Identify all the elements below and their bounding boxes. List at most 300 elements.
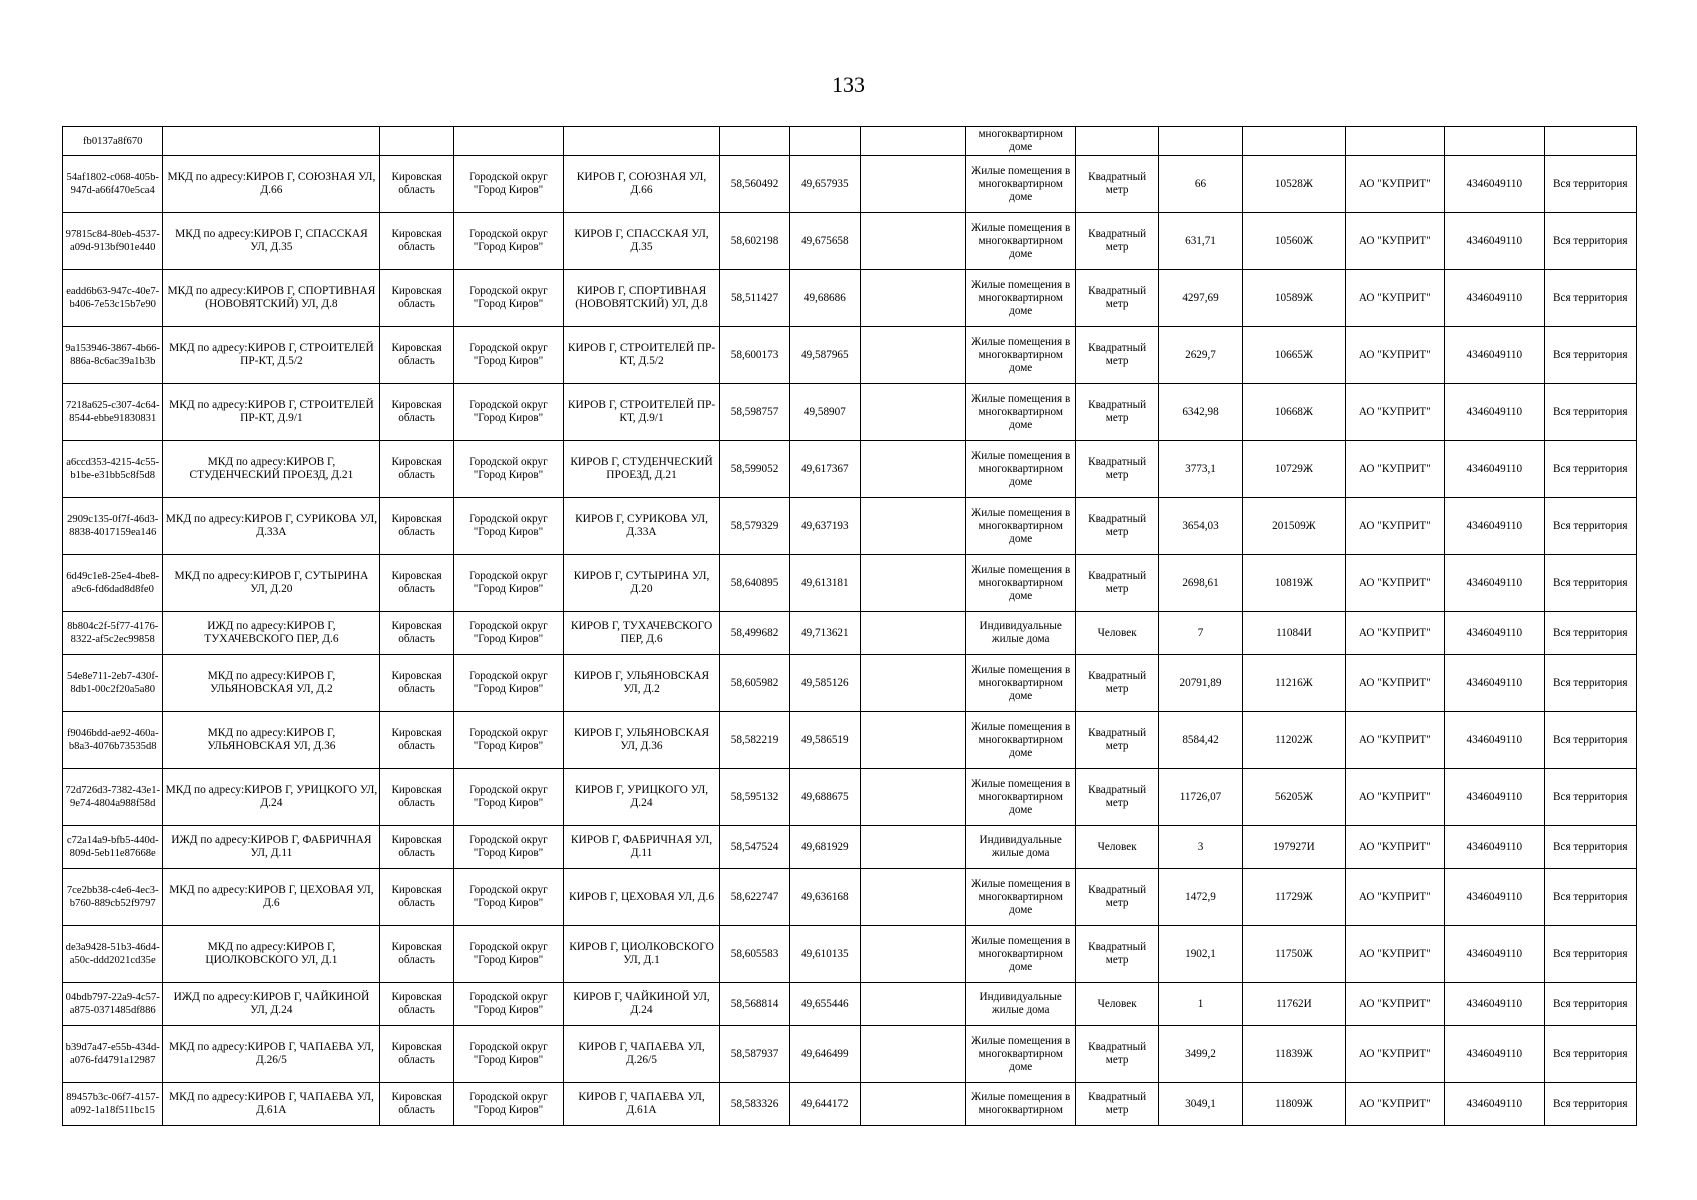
code-cell: 10819Ж xyxy=(1243,555,1345,612)
row-id-cell: 9a153946-3867-4b66-886a-8c6ac39a1b3b xyxy=(63,327,163,384)
value-cell: 3654,03 xyxy=(1158,498,1242,555)
operator-cell: АО "КУПРИТ" xyxy=(1345,983,1444,1026)
inn-cell: 4346049110 xyxy=(1445,826,1544,869)
region-cell xyxy=(380,127,453,156)
longitude-cell: 49,58907 xyxy=(790,384,860,441)
longitude-cell: 49,637193 xyxy=(790,498,860,555)
latitude-cell: 58,640895 xyxy=(719,555,789,612)
value-cell: 7 xyxy=(1158,612,1242,655)
region-cell: Кировская область xyxy=(380,213,453,270)
region-cell: Кировская область xyxy=(380,384,453,441)
value-cell: 20791,89 xyxy=(1158,655,1242,712)
table-row xyxy=(63,441,1637,498)
longitude-cell: 49,713621 xyxy=(790,612,860,655)
inn-cell: 4346049110 xyxy=(1445,926,1544,983)
page-number: 133 xyxy=(832,72,865,97)
address-cell: КИРОВ Г, ЧАЙКИНОЙ УЛ, Д.24 xyxy=(564,983,720,1026)
region-cell: Кировская область xyxy=(380,1083,453,1126)
value-cell: 11726,07 xyxy=(1158,769,1242,826)
territory-cell: Вся территория xyxy=(1544,156,1636,213)
unit-cell: Квадратный метр xyxy=(1076,1083,1158,1126)
operator-cell: АО "КУПРИТ" xyxy=(1345,869,1444,926)
territory-cell: Вся территория xyxy=(1544,612,1636,655)
code-cell: 10668Ж xyxy=(1243,384,1345,441)
territory-cell: Вся территория xyxy=(1544,384,1636,441)
row-id-cell: fb0137a8f670 xyxy=(63,127,163,156)
district-cell: Городской округ "Город Киров" xyxy=(453,498,563,555)
latitude-cell: 58,511427 xyxy=(719,270,789,327)
empty-cell-cell xyxy=(860,384,965,441)
category-cell: Индивидуальные жилые дома xyxy=(965,612,1075,655)
region-cell: Кировская область xyxy=(380,498,453,555)
empty-cell-cell xyxy=(860,869,965,926)
operator-cell: АО "КУПРИТ" xyxy=(1345,384,1444,441)
territory-cell: Вся территория xyxy=(1544,983,1636,1026)
table-body xyxy=(63,127,1637,1126)
value-cell: 3 xyxy=(1158,826,1242,869)
value-cell: 2629,7 xyxy=(1158,327,1242,384)
operator-cell xyxy=(1345,127,1444,156)
category-cell: Жилые помещения в многоквартирном доме xyxy=(965,156,1075,213)
category-cell: Жилые помещения в многоквартирном доме xyxy=(965,926,1075,983)
object-name-cell: МКД по адресу:КИРОВ Г, СОЮЗНАЯ УЛ, Д.66 xyxy=(163,156,380,213)
row-id-cell: 89457b3c-06f7-4157-a092-1a18f511bc15 xyxy=(63,1083,163,1126)
value-cell: 3499,2 xyxy=(1158,1026,1242,1083)
empty-cell-cell xyxy=(860,769,965,826)
territory-cell: Вся территория xyxy=(1544,926,1636,983)
unit-cell: Квадратный метр xyxy=(1076,270,1158,327)
latitude-cell: 58,582219 xyxy=(719,712,789,769)
category-cell: Жилые помещения в многоквартирном доме xyxy=(965,213,1075,270)
code-cell: 11750Ж xyxy=(1243,926,1345,983)
table-row xyxy=(63,869,1637,926)
address-cell: КИРОВ Г, СПОРТИВНАЯ (НОВОВЯТСКИЙ) УЛ, Д.8 xyxy=(564,270,720,327)
region-cell: Кировская область xyxy=(380,655,453,712)
category-cell: Жилые помещения в многоквартирном доме xyxy=(965,441,1075,498)
row-id-cell: a6ccd353-4215-4c55-b1be-e31bb5c8f5d8 xyxy=(63,441,163,498)
empty-cell-cell xyxy=(860,156,965,213)
address-cell: КИРОВ Г, СУТЫРИНА УЛ, Д.20 xyxy=(564,555,720,612)
latitude-cell: 58,600173 xyxy=(719,327,789,384)
longitude-cell: 49,655446 xyxy=(790,983,860,1026)
category-cell: Жилые помещения в многоквартирном доме xyxy=(965,384,1075,441)
operator-cell: АО "КУПРИТ" xyxy=(1345,612,1444,655)
latitude-cell xyxy=(719,127,789,156)
latitude-cell: 58,568814 xyxy=(719,983,789,1026)
region-cell: Кировская область xyxy=(380,983,453,1026)
unit-cell: Квадратный метр xyxy=(1076,555,1158,612)
object-name-cell: МКД по адресу:КИРОВ Г, СТРОИТЕЛЕЙ ПР-КТ, Д.9/1 xyxy=(163,384,380,441)
row-id-cell: b39d7a47-e55b-434d-a076-fd4791a12987 xyxy=(63,1026,163,1083)
code-cell: 10560Ж xyxy=(1243,213,1345,270)
latitude-cell: 58,583326 xyxy=(719,1083,789,1126)
object-name-cell: МКД по адресу:КИРОВ Г, ЦЕХОВАЯ УЛ, Д.6 xyxy=(163,869,380,926)
inn-cell: 4346049110 xyxy=(1445,555,1544,612)
object-name-cell: МКД по адресу:КИРОВ Г, УЛЬЯНОВСКАЯ УЛ, Д.2 xyxy=(163,655,380,712)
region-cell: Кировская область xyxy=(380,712,453,769)
value-cell: 3049,1 xyxy=(1158,1083,1242,1126)
category-cell: многоквартирном доме xyxy=(965,127,1075,156)
latitude-cell: 58,599052 xyxy=(719,441,789,498)
code-cell: 197927И xyxy=(1243,826,1345,869)
unit-cell: Квадратный метр xyxy=(1076,156,1158,213)
district-cell: Городской округ "Город Киров" xyxy=(453,327,563,384)
code-cell: 10528Ж xyxy=(1243,156,1345,213)
region-cell: Кировская область xyxy=(380,270,453,327)
latitude-cell: 58,605583 xyxy=(719,926,789,983)
district-cell: Городской округ "Город Киров" xyxy=(453,384,563,441)
table-row xyxy=(63,327,1637,384)
unit-cell: Квадратный метр xyxy=(1076,384,1158,441)
operator-cell: АО "КУПРИТ" xyxy=(1345,769,1444,826)
object-name-cell: МКД по адресу:КИРОВ Г, СУРИКОВА УЛ, Д.33А xyxy=(163,498,380,555)
address-cell: КИРОВ Г, СОЮЗНАЯ УЛ, Д.66 xyxy=(564,156,720,213)
value-cell: 631,71 xyxy=(1158,213,1242,270)
empty-cell-cell xyxy=(860,712,965,769)
latitude-cell: 58,547524 xyxy=(719,826,789,869)
unit-cell: Квадратный метр xyxy=(1076,712,1158,769)
latitude-cell: 58,499682 xyxy=(719,612,789,655)
category-cell: Жилые помещения в многоквартирном доме xyxy=(965,769,1075,826)
empty-cell-cell xyxy=(860,1026,965,1083)
unit-cell: Квадратный метр xyxy=(1076,769,1158,826)
code-cell: 11809Ж xyxy=(1243,1083,1345,1126)
operator-cell: АО "КУПРИТ" xyxy=(1345,1026,1444,1083)
longitude-cell: 49,681929 xyxy=(790,826,860,869)
longitude-cell: 49,610135 xyxy=(790,926,860,983)
longitude-cell: 49,675658 xyxy=(790,213,860,270)
longitude-cell: 49,587965 xyxy=(790,327,860,384)
object-name-cell: МКД по адресу:КИРОВ Г, СУТЫРИНА УЛ, Д.20 xyxy=(163,555,380,612)
registry-table xyxy=(62,126,1637,1126)
operator-cell: АО "КУПРИТ" xyxy=(1345,441,1444,498)
code-cell: 11839Ж xyxy=(1243,1026,1345,1083)
longitude-cell: 49,657935 xyxy=(790,156,860,213)
district-cell: Городской округ "Город Киров" xyxy=(453,655,563,712)
code-cell: 201509Ж xyxy=(1243,498,1345,555)
territory-cell: Вся территория xyxy=(1544,213,1636,270)
inn-cell: 4346049110 xyxy=(1445,655,1544,712)
inn-cell: 4346049110 xyxy=(1445,270,1544,327)
value-cell: 1902,1 xyxy=(1158,926,1242,983)
region-cell: Кировская область xyxy=(380,769,453,826)
unit-cell: Квадратный метр xyxy=(1076,869,1158,926)
latitude-cell: 58,579329 xyxy=(719,498,789,555)
territory-cell: Вся территория xyxy=(1544,441,1636,498)
row-id-cell: 54af1802-c068-405b-947d-a66f470e5ca4 xyxy=(63,156,163,213)
value-cell: 4297,69 xyxy=(1158,270,1242,327)
table-row xyxy=(63,384,1637,441)
operator-cell: АО "КУПРИТ" xyxy=(1345,156,1444,213)
category-cell: Жилые помещения в многоквартирном доме xyxy=(965,270,1075,327)
inn-cell: 4346049110 xyxy=(1445,498,1544,555)
category-cell: Жилые помещения в многоквартирном xyxy=(965,1083,1075,1126)
operator-cell: АО "КУПРИТ" xyxy=(1345,327,1444,384)
value-cell: 8584,42 xyxy=(1158,712,1242,769)
latitude-cell: 58,602198 xyxy=(719,213,789,270)
unit-cell: Человек xyxy=(1076,826,1158,869)
empty-cell-cell xyxy=(860,213,965,270)
address-cell: КИРОВ Г, УЛЬЯНОВСКАЯ УЛ, Д.36 xyxy=(564,712,720,769)
unit-cell: Квадратный метр xyxy=(1076,498,1158,555)
unit-cell: Квадратный метр xyxy=(1076,1026,1158,1083)
row-id-cell: de3a9428-51b3-46d4-a50c-ddd2021cd35e xyxy=(63,926,163,983)
territory-cell xyxy=(1544,127,1636,156)
empty-cell-cell xyxy=(860,498,965,555)
region-cell: Кировская область xyxy=(380,1026,453,1083)
longitude-cell: 49,613181 xyxy=(790,555,860,612)
district-cell: Городской округ "Город Киров" xyxy=(453,1026,563,1083)
territory-cell: Вся территория xyxy=(1544,327,1636,384)
territory-cell: Вся территория xyxy=(1544,712,1636,769)
district-cell: Городской округ "Город Киров" xyxy=(453,712,563,769)
empty-cell-cell xyxy=(860,655,965,712)
region-cell: Кировская область xyxy=(380,327,453,384)
category-cell: Жилые помещения в многоквартирном доме xyxy=(965,498,1075,555)
address-cell: КИРОВ Г, ЦЕХОВАЯ УЛ, Д.6 xyxy=(564,869,720,926)
table-row xyxy=(63,983,1637,1026)
row-id-cell: eadd6b63-947c-40e7-b406-7e53c15b7e90 xyxy=(63,270,163,327)
territory-cell: Вся территория xyxy=(1544,869,1636,926)
category-cell: Жилые помещения в многоквартирном доме xyxy=(965,655,1075,712)
district-cell: Городской округ "Город Киров" xyxy=(453,612,563,655)
district-cell: Городской округ "Город Киров" xyxy=(453,926,563,983)
object-name-cell: МКД по адресу:КИРОВ Г, СТРОИТЕЛЕЙ ПР-КТ, Д.5/2 xyxy=(163,327,380,384)
table-row xyxy=(63,712,1637,769)
code-cell: 10729Ж xyxy=(1243,441,1345,498)
unit-cell: Человек xyxy=(1076,983,1158,1026)
unit-cell: Человек xyxy=(1076,612,1158,655)
territory-cell: Вся территория xyxy=(1544,498,1636,555)
address-cell: КИРОВ Г, УРИЦКОГО УЛ, Д.24 xyxy=(564,769,720,826)
inn-cell: 4346049110 xyxy=(1445,1026,1544,1083)
object-name-cell: ИЖД по адресу:КИРОВ Г, ЧАЙКИНОЙ УЛ, Д.24 xyxy=(163,983,380,1026)
district-cell: Городской округ "Город Киров" xyxy=(453,983,563,1026)
district-cell: Городской округ "Город Киров" xyxy=(453,441,563,498)
empty-cell-cell xyxy=(860,983,965,1026)
row-id-cell: 2909c135-0f7f-46d3-8838-4017159ea146 xyxy=(63,498,163,555)
row-id-cell: 6d49c1e8-25e4-4be8-a9c6-fd6dad8d8fe0 xyxy=(63,555,163,612)
longitude-cell xyxy=(790,127,860,156)
object-name-cell: МКД по адресу:КИРОВ Г, СПАССКАЯ УЛ, Д.35 xyxy=(163,213,380,270)
table-row xyxy=(63,1026,1637,1083)
region-cell: Кировская область xyxy=(380,826,453,869)
inn-cell: 4346049110 xyxy=(1445,156,1544,213)
table-row xyxy=(63,156,1637,213)
operator-cell: АО "КУПРИТ" xyxy=(1345,1083,1444,1126)
operator-cell: АО "КУПРИТ" xyxy=(1345,655,1444,712)
category-cell: Жилые помещения в многоквартирном доме xyxy=(965,1026,1075,1083)
address-cell: КИРОВ Г, СТУДЕНЧЕСКИЙ ПРОЕЗД, Д.21 xyxy=(564,441,720,498)
region-cell: Кировская область xyxy=(380,441,453,498)
value-cell: 66 xyxy=(1158,156,1242,213)
empty-cell-cell xyxy=(860,926,965,983)
row-id-cell: f9046bdd-ae92-460a-b8a3-4076b73535d8 xyxy=(63,712,163,769)
row-id-cell: 54e8e711-2eb7-430f-8db1-00c2f20a5a80 xyxy=(63,655,163,712)
empty-cell-cell xyxy=(860,327,965,384)
code-cell: 10589Ж xyxy=(1243,270,1345,327)
address-cell: КИРОВ Г, ФАБРИЧНАЯ УЛ, Д.11 xyxy=(564,826,720,869)
inn-cell: 4346049110 xyxy=(1445,1083,1544,1126)
value-cell: 6342,98 xyxy=(1158,384,1242,441)
row-id-cell: 7ce2bb38-c4e6-4ec3-b760-889cb52f9797 xyxy=(63,869,163,926)
object-name-cell: ИЖД по адресу:КИРОВ Г, ТУХАЧЕВСКОГО ПЕР, Д.6 xyxy=(163,612,380,655)
table-row xyxy=(63,769,1637,826)
empty-cell-cell xyxy=(860,441,965,498)
row-id-cell: 04bdb797-22a9-4c57-a875-0371485df886 xyxy=(63,983,163,1026)
region-cell: Кировская область xyxy=(380,612,453,655)
unit-cell: Квадратный метр xyxy=(1076,441,1158,498)
empty-cell-cell xyxy=(860,127,965,156)
unit-cell: Квадратный метр xyxy=(1076,213,1158,270)
district-cell: Городской округ "Город Киров" xyxy=(453,213,563,270)
category-cell: Жилые помещения в многоквартирном доме xyxy=(965,327,1075,384)
district-cell: Городской округ "Город Киров" xyxy=(453,1083,563,1126)
value-cell: 1472,9 xyxy=(1158,869,1242,926)
territory-cell: Вся территория xyxy=(1544,270,1636,327)
operator-cell: АО "КУПРИТ" xyxy=(1345,826,1444,869)
district-cell xyxy=(453,127,563,156)
address-cell xyxy=(564,127,720,156)
row-id-cell: 8b804c2f-5f77-4176-8322-af5c2ec99858 xyxy=(63,612,163,655)
address-cell: КИРОВ Г, ЧАПАЕВА УЛ, Д.26/5 xyxy=(564,1026,720,1083)
district-cell: Городской округ "Город Киров" xyxy=(453,270,563,327)
code-cell: 11084И xyxy=(1243,612,1345,655)
object-name-cell: МКД по адресу:КИРОВ Г, ЧАПАЕВА УЛ, Д.61А xyxy=(163,1083,380,1126)
code-cell: 11202Ж xyxy=(1243,712,1345,769)
row-id-cell: 72d726d3-7382-43e1-9e74-4804a988f58d xyxy=(63,769,163,826)
territory-cell: Вся территория xyxy=(1544,769,1636,826)
inn-cell: 4346049110 xyxy=(1445,983,1544,1026)
category-cell: Жилые помещения в многоквартирном доме xyxy=(965,555,1075,612)
inn-cell: 4346049110 xyxy=(1445,612,1544,655)
region-cell: Кировская область xyxy=(380,869,453,926)
empty-cell-cell xyxy=(860,1083,965,1126)
table-row xyxy=(63,655,1637,712)
object-name-cell: МКД по адресу:КИРОВ Г, УЛЬЯНОВСКАЯ УЛ, Д.36 xyxy=(163,712,380,769)
district-cell: Городской округ "Город Киров" xyxy=(453,869,563,926)
latitude-cell: 58,560492 xyxy=(719,156,789,213)
value-cell: 2698,61 xyxy=(1158,555,1242,612)
unit-cell: Квадратный метр xyxy=(1076,327,1158,384)
table-row xyxy=(63,1083,1637,1126)
address-cell: КИРОВ Г, СТРОИТЕЛЕЙ ПР-КТ, Д.5/2 xyxy=(564,327,720,384)
empty-cell-cell xyxy=(860,270,965,327)
region-cell: Кировская область xyxy=(380,156,453,213)
unit-cell: Квадратный метр xyxy=(1076,655,1158,712)
object-name-cell: ИЖД по адресу:КИРОВ Г, ФАБРИЧНАЯ УЛ, Д.11 xyxy=(163,826,380,869)
row-id-cell: c72a14a9-bfb5-440d-809d-5eb11e87668e xyxy=(63,826,163,869)
district-cell: Городской округ "Город Киров" xyxy=(453,826,563,869)
operator-cell: АО "КУПРИТ" xyxy=(1345,498,1444,555)
district-cell: Городской округ "Город Киров" xyxy=(453,555,563,612)
operator-cell: АО "КУПРИТ" xyxy=(1345,712,1444,769)
table-row xyxy=(63,555,1637,612)
address-cell: КИРОВ Г, СУРИКОВА УЛ, Д.33А xyxy=(564,498,720,555)
operator-cell: АО "КУПРИТ" xyxy=(1345,555,1444,612)
district-cell: Городской округ "Город Киров" xyxy=(453,156,563,213)
table-row xyxy=(63,127,1637,156)
object-name-cell: МКД по адресу:КИРОВ Г, СТУДЕНЧЕСКИЙ ПРОЕЗД, Д.21 xyxy=(163,441,380,498)
address-cell: КИРОВ Г, СТРОИТЕЛЕЙ ПР-КТ, Д.9/1 xyxy=(564,384,720,441)
row-id-cell: 7218a625-c307-4c64-8544-ebbe91830831 xyxy=(63,384,163,441)
latitude-cell: 58,595132 xyxy=(719,769,789,826)
value-cell: 1 xyxy=(1158,983,1242,1026)
latitude-cell: 58,587937 xyxy=(719,1026,789,1083)
object-name-cell xyxy=(163,127,380,156)
category-cell: Жилые помещения в многоквартирном доме xyxy=(965,869,1075,926)
empty-cell-cell xyxy=(860,612,965,655)
table-row xyxy=(63,270,1637,327)
address-cell: КИРОВ Г, ТУХАЧЕВСКОГО ПЕР, Д.6 xyxy=(564,612,720,655)
longitude-cell: 49,68686 xyxy=(790,270,860,327)
code-cell: 10665Ж xyxy=(1243,327,1345,384)
latitude-cell: 58,605982 xyxy=(719,655,789,712)
longitude-cell: 49,644172 xyxy=(790,1083,860,1126)
inn-cell xyxy=(1445,127,1544,156)
table-row xyxy=(63,926,1637,983)
region-cell: Кировская область xyxy=(380,555,453,612)
address-cell: КИРОВ Г, СПАССКАЯ УЛ, Д.35 xyxy=(564,213,720,270)
object-name-cell: МКД по адресу:КИРОВ Г, УРИЦКОГО УЛ, Д.24 xyxy=(163,769,380,826)
longitude-cell: 49,636168 xyxy=(790,869,860,926)
table-row xyxy=(63,498,1637,555)
territory-cell: Вся территория xyxy=(1544,1026,1636,1083)
inn-cell: 4346049110 xyxy=(1445,441,1544,498)
category-cell: Индивидуальные жилые дома xyxy=(965,983,1075,1026)
longitude-cell: 49,617367 xyxy=(790,441,860,498)
code-cell: 56205Ж xyxy=(1243,769,1345,826)
unit-cell xyxy=(1076,127,1158,156)
operator-cell: АО "КУПРИТ" xyxy=(1345,213,1444,270)
latitude-cell: 58,622747 xyxy=(719,869,789,926)
longitude-cell: 49,585126 xyxy=(790,655,860,712)
longitude-cell: 49,646499 xyxy=(790,1026,860,1083)
row-id-cell: 97815c84-80eb-4537-a09d-913bf901e440 xyxy=(63,213,163,270)
operator-cell: АО "КУПРИТ" xyxy=(1345,926,1444,983)
latitude-cell: 58,598757 xyxy=(719,384,789,441)
inn-cell: 4346049110 xyxy=(1445,327,1544,384)
district-cell: Городской округ "Город Киров" xyxy=(453,769,563,826)
table-row xyxy=(63,213,1637,270)
code-cell: 11729Ж xyxy=(1243,869,1345,926)
region-cell: Кировская область xyxy=(380,926,453,983)
object-name-cell: МКД по адресу:КИРОВ Г, СПОРТИВНАЯ (НОВОВЯТСКИЙ) УЛ, Д.8 xyxy=(163,270,380,327)
operator-cell: АО "КУПРИТ" xyxy=(1345,270,1444,327)
code-cell xyxy=(1243,127,1345,156)
inn-cell: 4346049110 xyxy=(1445,213,1544,270)
empty-cell-cell xyxy=(860,826,965,869)
category-cell: Жилые помещения в многоквартирном доме xyxy=(965,712,1075,769)
territory-cell: Вся территория xyxy=(1544,1083,1636,1126)
table-row xyxy=(63,826,1637,869)
address-cell: КИРОВ Г, ЦИОЛКОВСКОГО УЛ, Д.1 xyxy=(564,926,720,983)
empty-cell-cell xyxy=(860,555,965,612)
inn-cell: 4346049110 xyxy=(1445,769,1544,826)
longitude-cell: 49,688675 xyxy=(790,769,860,826)
category-cell: Индивидуальные жилые дома xyxy=(965,826,1075,869)
unit-cell: Квадратный метр xyxy=(1076,926,1158,983)
code-cell: 11216Ж xyxy=(1243,655,1345,712)
inn-cell: 4346049110 xyxy=(1445,384,1544,441)
address-cell: КИРОВ Г, УЛЬЯНОВСКАЯ УЛ, Д.2 xyxy=(564,655,720,712)
longitude-cell: 49,586519 xyxy=(790,712,860,769)
inn-cell: 4346049110 xyxy=(1445,712,1544,769)
object-name-cell: МКД по адресу:КИРОВ Г, ЧАПАЕВА УЛ, Д.26/5 xyxy=(163,1026,380,1083)
address-cell: КИРОВ Г, ЧАПАЕВА УЛ, Д.61А xyxy=(564,1083,720,1126)
value-cell: 3773,1 xyxy=(1158,441,1242,498)
code-cell: 11762И xyxy=(1243,983,1345,1026)
